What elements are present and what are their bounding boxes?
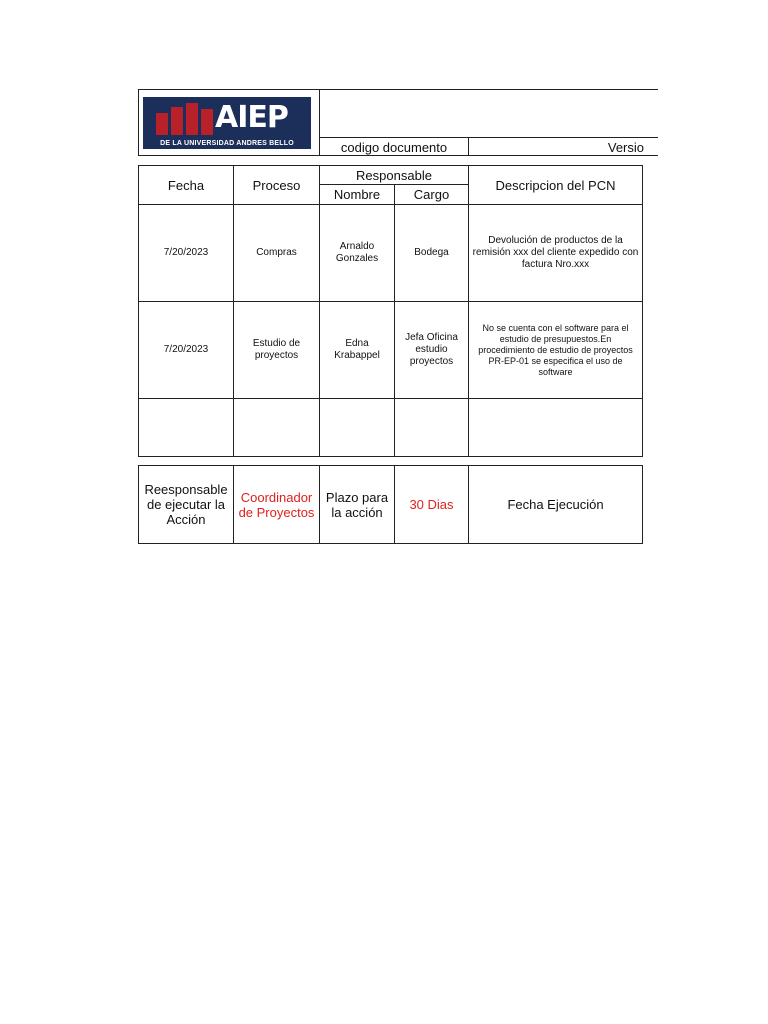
- column-header-cargo: Cargo: [394, 184, 469, 205]
- plazo-accion-label: Plazo para la acción: [319, 465, 395, 544]
- column-header-descripcion: Descripcion del PCN: [468, 165, 643, 205]
- row-3-fecha: [138, 398, 234, 457]
- logo-buildings-icon: [156, 103, 216, 135]
- responsable-accion-value: Coordinador de Proyectos: [233, 465, 320, 544]
- row-1-proceso: Compras: [233, 204, 320, 302]
- fecha-ejecucion-label: Fecha Ejecución: [468, 465, 643, 544]
- column-header-proceso: Proceso: [233, 165, 320, 205]
- row-2-proceso: Estudio de proyectos: [233, 301, 320, 399]
- column-header-fecha: Fecha: [138, 165, 234, 205]
- row-2-descripcion: No se cuenta con el software para el estudio de presupuestos.En procedimiento de estudio de proyectos PR-EP-01 se especifica el uso de software: [468, 301, 643, 399]
- aiep-logo: [143, 97, 311, 149]
- row-2-nombre: Edna Krabappel: [319, 301, 395, 399]
- row-1-fecha: 7/20/2023: [138, 204, 234, 302]
- row-3-descripcion: [468, 398, 643, 457]
- column-header-nombre: Nombre: [319, 184, 395, 205]
- row-2-fecha: 7/20/2023: [138, 301, 234, 399]
- codigo-documento-label: codigo documento: [340, 139, 448, 155]
- plazo-accion-value: 30 Dias: [394, 465, 469, 544]
- row-2-cargo: Jefa Oficina estudio proyectos: [394, 301, 469, 399]
- row-1-descripcion: Devolución de productos de la remisión xxx del cliente expedido con factura Nro.xxx: [468, 204, 643, 302]
- logo-text: AIEP: [215, 100, 288, 135]
- row-3-proceso: [233, 398, 320, 457]
- row-1-cargo: Bodega: [394, 204, 469, 302]
- logo-subtitle: DE LA UNIVERSIDAD ANDRES BELLO: [160, 140, 294, 147]
- version-label: Versio: [607, 139, 644, 155]
- row-3-cargo: [394, 398, 469, 457]
- row-1-nombre: Arnaldo Gonzales: [319, 204, 395, 302]
- responsable-accion-label: Reesponsable de ejecutar la Acción: [138, 465, 234, 544]
- column-header-responsable: Responsable: [319, 165, 469, 185]
- row-3-nombre: [319, 398, 395, 457]
